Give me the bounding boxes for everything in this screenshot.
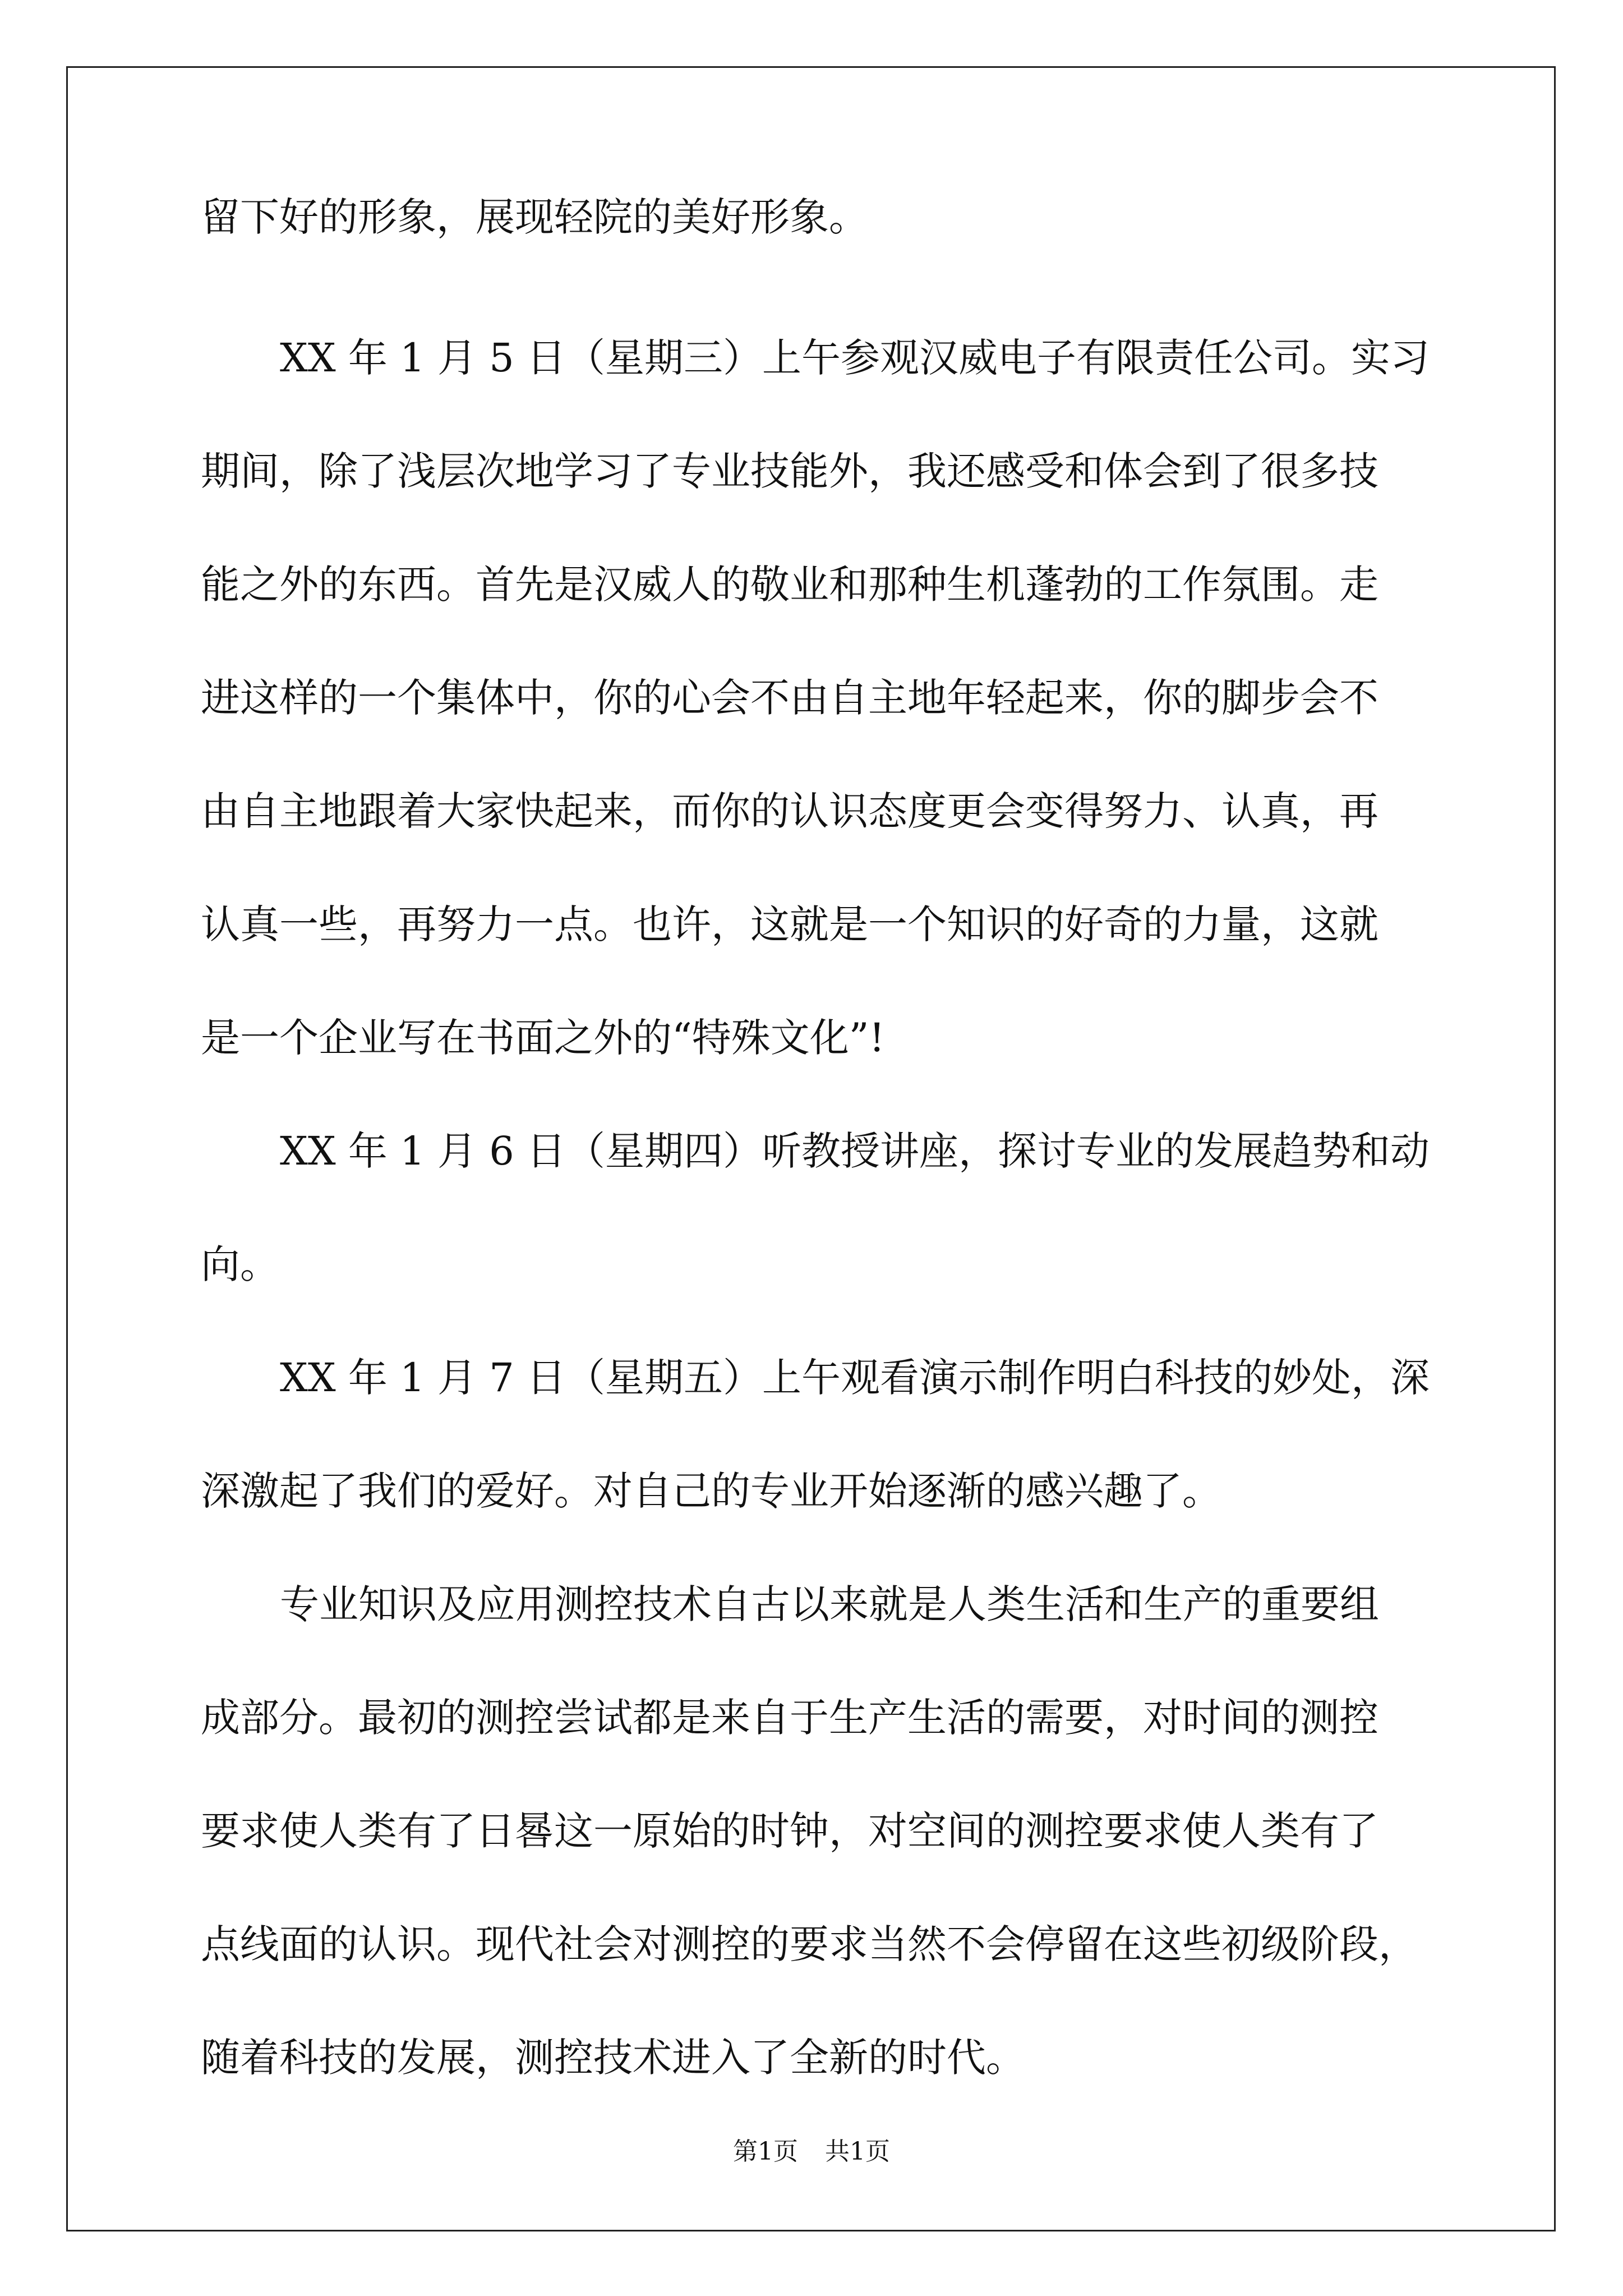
text-line: 深激起了我们的爱好。对自己的专业开始逐渐的感兴趣了。 [201, 1468, 1221, 1514]
text-line: 点线面的认识。现代社会对测控的要求当然不会停留在这些初级阶段， [201, 1921, 1418, 1967]
text-line: 留下好的形象，展现轻院的美好形象。 [201, 194, 868, 240]
page-number: 第1页 [733, 2137, 798, 2166]
text-line: XX 年 1 月 5 日（星期三）上午参观汉威电子有限责任公司。实习 [280, 335, 1430, 381]
text-line: XX 年 1 月 6 日（星期四）听教授讲座，探讨专业的发展趋势和动 [280, 1128, 1430, 1174]
page-total: 共1页 [825, 2137, 890, 2166]
text-line: 由自主地跟着大家快起来，而你的认识态度更会变得努力、认真，再 [201, 788, 1378, 834]
text-line: 随着科技的发展，测控技术进入了全新的时代。 [201, 2035, 1025, 2081]
text-line: 进这样的一个集体中，你的心会不由自主地年轻起来，你的脚步会不 [201, 675, 1378, 721]
text-line: 是一个企业写在书面之外的“特殊文化”! [201, 1015, 885, 1061]
text-line: 期间，除了浅层次地学习了专业技能外，我还感受和体会到了很多技 [201, 448, 1378, 494]
text-line: 要求使人类有了日晷这一原始的时钟，对空间的测控要求使人类有了 [201, 1808, 1378, 1854]
text-line: 专业知识及应用测控技术自古以来就是人类生活和生产的重要组 [280, 1581, 1379, 1627]
text-line: 认真一些，再努力一点。也许，这就是一个知识的好奇的力量，这就 [201, 901, 1378, 947]
text-line: 向。 [201, 1241, 279, 1287]
page-footer [0, 2135, 1623, 2169]
text-line: XX 年 1 月 7 日（星期五）上午观看演示制作明白科技的妙处，深 [280, 1355, 1430, 1401]
text-line: 成部分。最初的测控尝试都是来自于生产生活的需要，对时间的测控 [201, 1695, 1378, 1741]
text-line: 能之外的东西。首先是汉威人的敬业和那种生机蓬勃的工作氛围。走 [201, 562, 1378, 608]
